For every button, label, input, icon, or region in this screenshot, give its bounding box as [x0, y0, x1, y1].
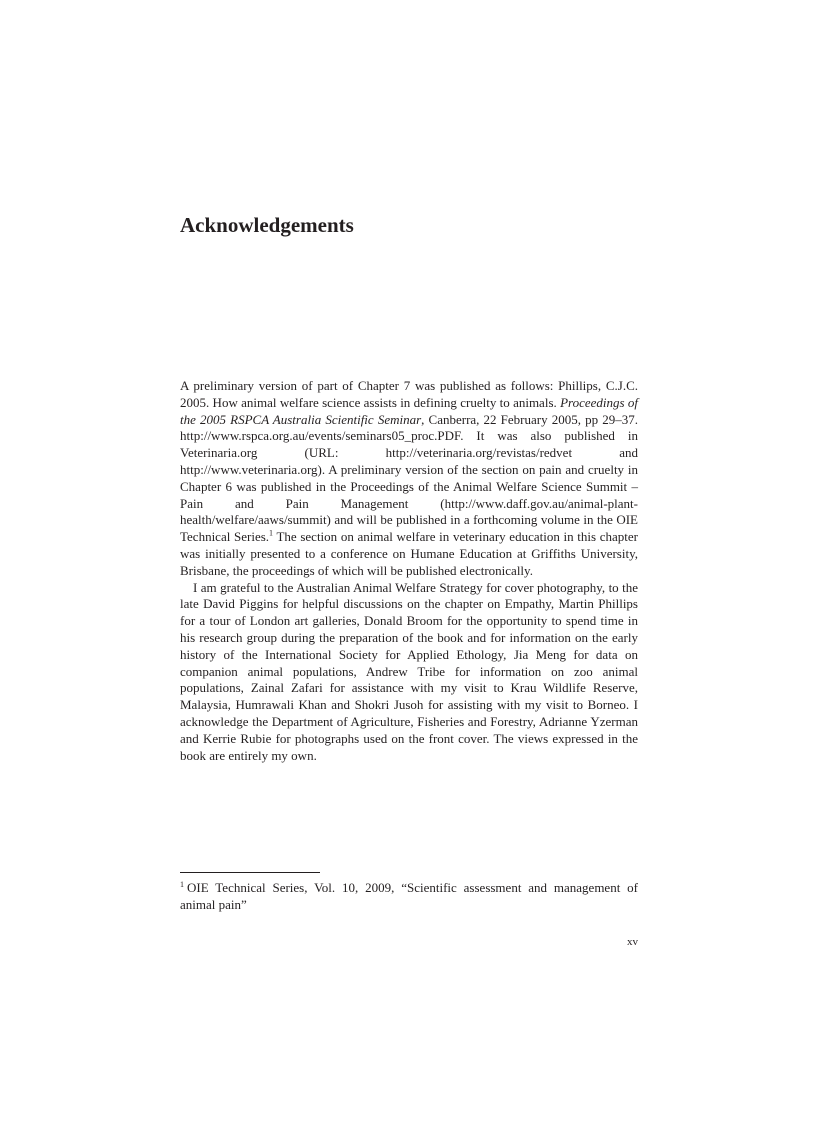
paragraph-publication-history — [180, 378, 638, 580]
footnote-marker: 1 — [180, 879, 184, 889]
footnote-reference: 1 — [269, 528, 274, 538]
paragraph-1-text-b: , Canberra, 22 February 2005, pp 29–37. http://www.rspca.org.au/events/seminars05_proc.PDF. It was also published in Veterinaria.org (URL: http://veterinaria.org/revistas/redvet and http://www.veterinaria.org). A preliminary version of the section on pain and cruelty in Chapter 6 was published in the Proceedings of the Animal Welfare Science Summit – Pain and Pain Management (http://www.daff.gov.au/animal-plant-health/welfare/aaws/summit) and will be published in a forthcoming volume in the OIE Technical Series. — [180, 411, 638, 545]
paragraph-thanks: I am grateful to the Australian Animal Welfare Strategy for cover photography, to the late David Piggins for helpful discussions on the chapter on Empathy, Martin Phillips for a tour of London art galleries, Donald Broom for the opportunity to spend time in his research group during the preparation of the book and for information on the early history of the International Society for Applied Ethology, Jia Meng for data on companion animal populations, Andrew Tribe for information on zoo animal populations, Zainal Zafari for assistance with my visit to Krau Wildlife Reserve, Malaysia, Humrawali Khan and Shokri Jusoh for assisting with my visit to Borneo. I acknowledge the Department of Agriculture, Fisheries and Forestry, Adrianne Yzerman and Kerrie Rubie for photographs used on the front cover. The views expressed in the book are entirely my own. — [180, 579, 638, 763]
main-text — [180, 378, 638, 764]
proceedings-title: Proceedings of the 2005 RSPCA Australia Scientific Seminar — [180, 394, 638, 427]
page-title: Acknowledgements — [180, 213, 354, 237]
paragraph-1-text-c: The section on animal welfare in veterinary education in this chapter was initially presented to a conference on Humane Education at Griffiths University, Brisbane, the proceedings of which will be published electronically. — [180, 529, 638, 578]
footnote-divider — [180, 872, 320, 873]
page-number: xv — [627, 936, 638, 948]
paragraph-1-text-a: A preliminary version of part of Chapter 7 was published as follows: Phillips, C.J.C. 2005. How animal welfare science assists in defining cruelty to animals. — [180, 378, 638, 410]
footnote-text: OIE Technical Series, Vol. 10, 2009, “Scientific assessment and management of animal pain” — [180, 880, 638, 912]
footnote — [180, 879, 638, 913]
